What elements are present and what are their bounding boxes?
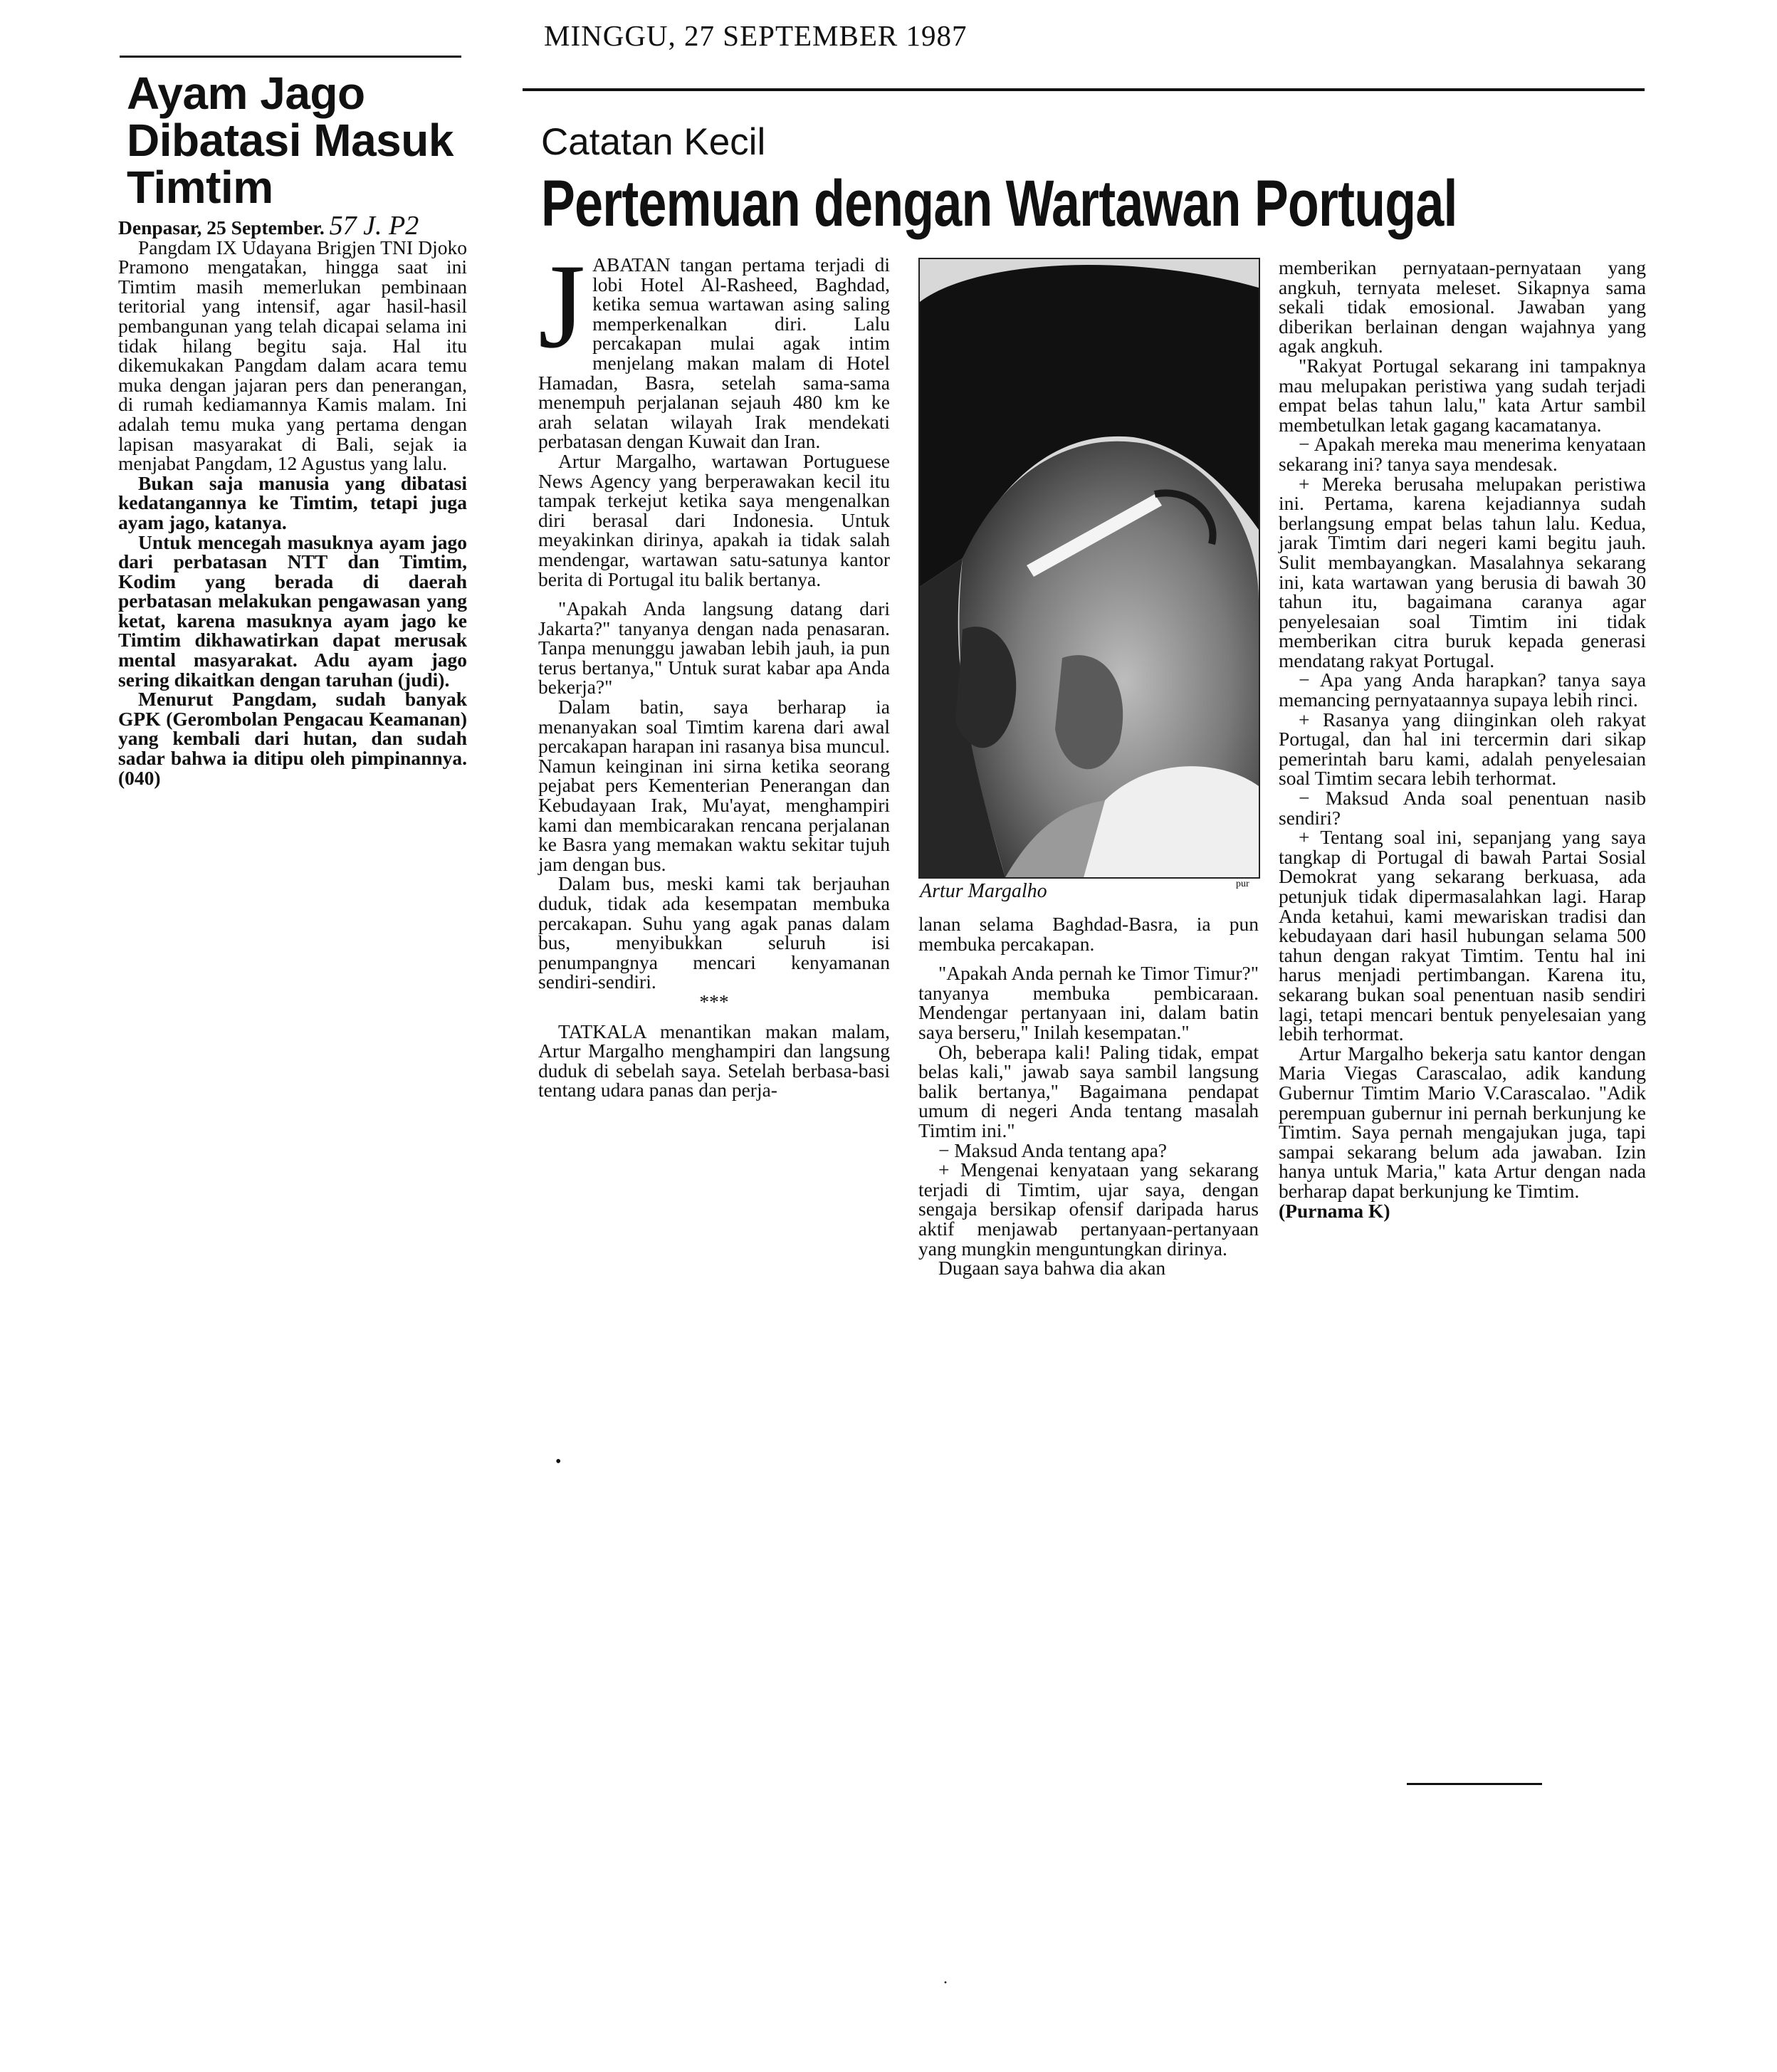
article-paragraph: + Tentang soal ini, sepanjang yang saya tangkap di Portugal di bawah Partai Sosial Demokrat yang sekarang berkuasa, ada petunjuk tidak dipermasalahkan lagi. Harap Anda ketahui, kami mewariskan tradisi dan kebudayaan dari hasil hubungan selama 500 tahun dengan rakyat Timtim. Tentu hal ini harus menjadi pertimbangan. Karena itu, sekarang bukan soal penentuan nasib sendiri lagi, tetapi mencari bentuk penyelesaian yang lebih terhormat.: [1279, 826, 1646, 1045]
side-paragraph: Pangdam IX Udayana Brigjen TNI Djoko Pramono mengatakan, hingga saat ini Timtim masih memerlukan pembinaan teritorial yang intensif, agar hasil-hasil pembangunan yang telah dicapai selama ini tidak hilang begitu saja. Hal itu dikemukakan Pangdam dalam acara temu muka dengan jajaran pers dan penerangan, di rumah kediamannya Kamis malam. Ini adalah temu muka yang pertama dengan lapisan masyarakat di Bali, sejak ia menjabat Pangdam, 12 Agustus yang lalu.: [118, 236, 467, 475]
article-paragraph: "Apakah Anda langsung datang dari Jakarta?" tanyanya dengan nada penasaran. Tanpa menunggu jawaban lebih jauh, ia pun terus bertanya," Untuk surat kabar apa Anda bekerja?": [538, 597, 890, 698]
side-article-title: [127, 70, 461, 211]
article-paragraph: − Apakah mereka mau menerima kenyataan sekarang ini? tanya saya mendesak.: [1279, 433, 1646, 475]
article-paragraph: − Maksud Anda soal penentuan nasib sendiri?: [1279, 787, 1646, 829]
side-paragraph: Menurut Pangdam, sudah banyak GPK (Gerombolan Pengacau Keamanan) yang kembali dari hutan, dan sudah sadar bahwa ia ditipu oleh pimpinannya. (040): [118, 688, 467, 789]
side-paragraph: Untuk mencegah masuknya ayam jago dari perbatasan NTT dan Timtim, Kodim yang berada di daerah perbatasan melakukan pengawasan yang ketat, karena masuknya ayam jago ke Timtim dikhawatirkan dapat merusak mental masyarakat. Adu ayam jago sering dikaitkan dengan taruhan (judi).: [118, 530, 467, 691]
section-break: ***: [699, 990, 729, 1013]
portrait-illustration: [920, 259, 1259, 877]
article-kicker: Catatan Kecil: [541, 121, 766, 163]
article-paragraph: Oh, beberapa kali! Paling tidak, empat belas kali," jawab saya sambil langsung balik bertanya," Bagaimana pendapat umum di negeri Anda tentang masalah Timtim ini.": [918, 1040, 1259, 1141]
photo-credit: pur: [1236, 879, 1249, 889]
article-paragraph: ABATAN tangan pertama terjadi di lobi Hotel Al-Rasheed, Baghdad, ketika semua wartawan asing saling memperkenalkan diri. Lalu percakapan mulai agak intim menjelang makan malam di Hotel Hamadan, Basra, setelah sama-sama menempuh perjalanan sejauh 480 km ke arah selatan wilayah Irak mendekati perbatasan dengan Kuwait dan Iran.: [538, 253, 890, 453]
article-column-1: [538, 239, 890, 1102]
article-paragraph: Dalam bus, meski kami tak berjauhan duduk, tidak ada kesempatan membuka percakapan. Suhu yang agak panas dalam bus, menyibukkan seluruh isi penumpangnya mencari kenyamanan sendiri-sendiri.: [538, 872, 890, 993]
article-paragraph: + Rasanya yang diinginkan oleh rakyat Portugal, dan hal ini tercermin dari sikap pemerintah baru kami, adalah penyelesaian soal Timtim secara lebih terhormat.: [1279, 708, 1646, 790]
article-paragraph: "Rakyat Portugal sekarang ini tampaknya mau melupakan peristiwa yang sudah terjadi empat belas tahun lalu," kata Artur sambil membetulkan letak gagang kacamatanya.: [1279, 354, 1646, 436]
portrait-photo: [918, 258, 1260, 879]
drop-cap: J: [538, 239, 586, 373]
article-paragraph: TATKALA menantikan makan malam, Artur Margalho menghampiri dan langsung duduk di sebelah saya. Setelah berbasa-basi tentang udara panas dan perja-: [538, 1020, 890, 1102]
article-paragraph: lanan selama Baghdad-Basra, ia pun membuka percakapan.: [918, 913, 1259, 955]
article-paragraph: − Maksud Anda tentang apa?: [938, 1139, 1167, 1161]
article-paragraph: memberikan pernyataan-pernyataan yang angkuh, ternyata meleset. Sikapnya sama sekali tidak emosional. Jawaban yang diberikan berlainan dengan wajahnya yang agak angkuh.: [1279, 256, 1646, 357]
article-paragraph: + Mereka berusaha melupakan peristiwa ini. Pertama, karena kejadiannya sudah berlangsung empat belas tahun lalu. Kedua, jarak Timtim dari negeri kami begitu jauh. Sulit membayangkan. Masalahnya sekarang ini, kata wartawan yang berusia di bawah 30 tahun itu, bagaimana caranya agar penyelesaian soal Timtim ini tidak memberikan citra buruk kepada generasi mendatang rakyat Portugal.: [1279, 472, 1646, 671]
side-title-line-1: Ayam Jago: [127, 68, 365, 119]
handwritten-note: 57 J. P2: [329, 211, 419, 241]
article-column-3: [1279, 258, 1646, 1220]
print-dot: •: [555, 1453, 562, 1471]
article-column-2: [918, 914, 1259, 1278]
side-paragraph: Bukan saja manusia yang dibatasi kedatangannya ke Timtim, tetapi juga ayam jago, katanya.: [118, 471, 467, 533]
article-paragraph: Dugaan saya bahwa dia akan: [938, 1257, 1166, 1280]
header-rule: [523, 88, 1645, 91]
side-dateline: Denpasar, 25 September.: [118, 216, 325, 239]
page-date: MINGGU, 27 SEPTEMBER 1987: [544, 19, 968, 52]
article-byline: (Purnama K): [1279, 1199, 1390, 1222]
article-paragraph: Artur Margalho bekerja satu kantor dengan Maria Viegas Carascalao, adik kandung Gubernur Timtim Mario V.Carascalao. "Adik perempuan gubernur ini pernah berkunjung ke Timtim. Saya pernah mengajukan juga, tapi sampai sekarang belum ada jawaban. Izin hanya untuk Maria," kata Artur dengan nada berharap dapat berkunjung ke Timtim.: [1279, 1042, 1646, 1202]
photo-caption: Artur Margalho: [920, 880, 1047, 902]
print-dot: ·: [943, 1974, 948, 1992]
article-headline: Pertemuan dengan Wartawan Portugal: [541, 167, 1457, 240]
article-paragraph: + Mengenai kenyataan yang sekarang terjadi di Timtim, ujar saya, dengan sengaja bersikap ofensif daripada harus aktif menjawab pertanyaan-pertanyaan yang mungkin menguntungkan dirinya.: [918, 1158, 1259, 1260]
article-end-rule: [1407, 1783, 1542, 1785]
article-paragraph: Dalam batin, saya berharap ia menanyakan soal Timtim karena dari awal percakapan harapan ini rasanya bisa muncul. Namun keinginan ini sirna ketika seorang pejabat pers Kementerian Penerangan dan Kebudayaan Irak, Mu'ayat, menghampiri kami dan membicarakan rencana perjalanan ke Basra yang memakan waktu sekitar tujuh jam dengan bus.: [538, 696, 890, 875]
article-paragraph: − Apa yang Anda harapkan? tanya saya memancing pernyataannya supaya lebih rinci.: [1279, 669, 1646, 711]
side-top-rule: [120, 56, 461, 58]
side-article-body: [118, 211, 467, 789]
article-paragraph: Artur Margalho, wartawan Portuguese News Agency yang berperawakan kecil itu tampak terkejut ketika saya mengenalkan diri berasal dari Indonesia. Untuk meyakinkan dirinya, apakah ia tidak salah mendengar, wartawan satu-satunya kantor berita di Portugal itu balik bertanya.: [538, 449, 890, 590]
side-title-line-3: Timtim: [127, 162, 273, 213]
article-paragraph: "Apakah Anda pernah ke Timor Timur?" tanyanya membuka pembicaraan. Mendengar pertanyaan ini, dalam batin saya berseru," Inilah kesempatan.": [918, 962, 1259, 1043]
side-title-line-2: Dibatasi Masuk: [127, 115, 454, 166]
